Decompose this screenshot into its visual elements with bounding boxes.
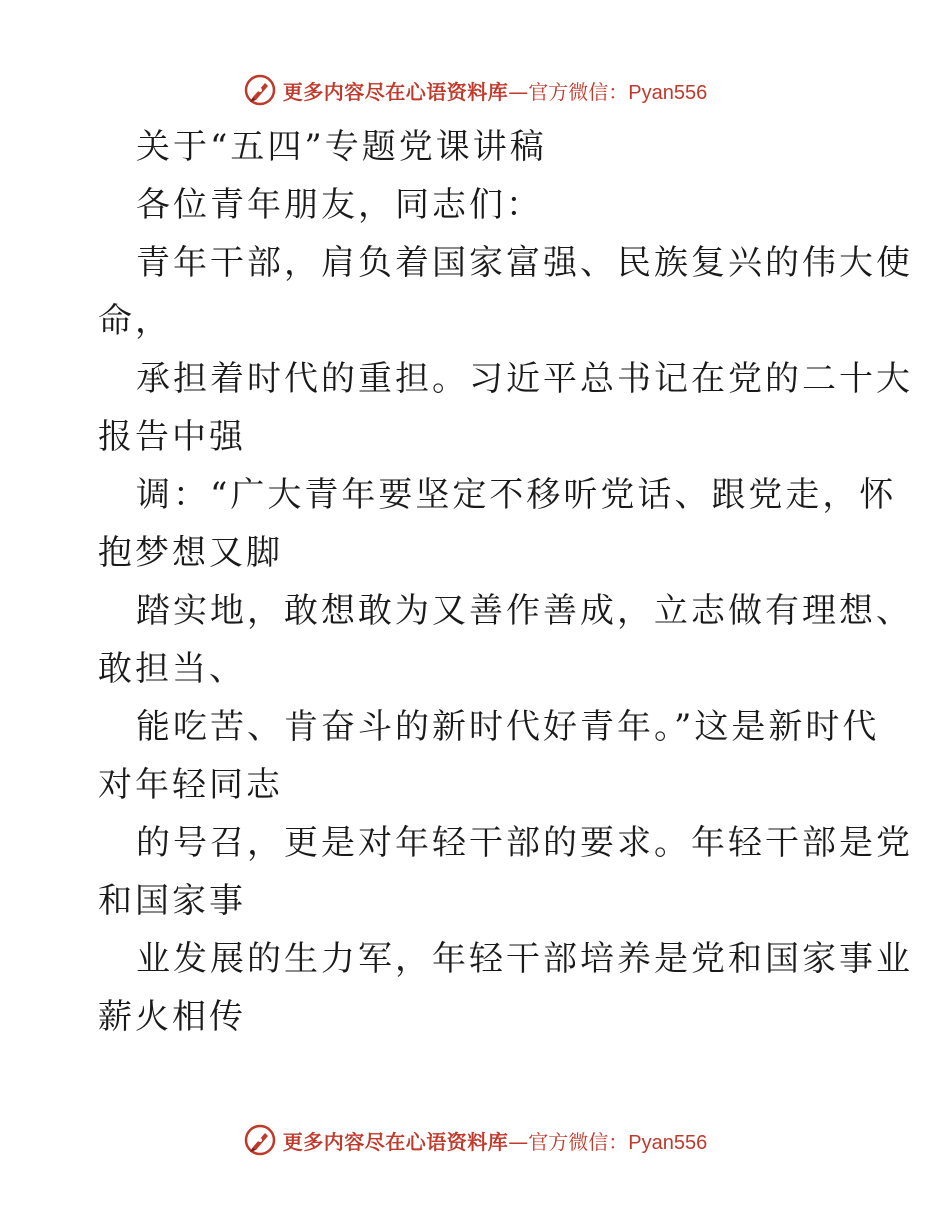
banner-wechat-label: 官方微信： xyxy=(528,1129,629,1154)
paragraph-line: 报告中强 xyxy=(98,417,246,457)
paragraph-line: 能吃苦、肯奋斗的新时代好青年。”这是新时代 xyxy=(136,707,880,747)
paragraph-line: 青年干部，肩负着国家富强、民族复兴的伟大使 xyxy=(136,243,913,283)
paragraph-line: 业发展的生力军，年轻干部培养是党和国家事业 xyxy=(136,939,913,979)
banner-wechat-label: 官方微信： xyxy=(528,79,629,104)
paragraph-line: 对年轻同志 xyxy=(98,765,283,805)
banner-wechat-id: Pyan556 xyxy=(628,81,708,104)
paragraph-line: 命， xyxy=(98,301,172,341)
pen-nib-circle-icon xyxy=(243,1123,277,1157)
paragraph-line: 抱梦想又脚 xyxy=(98,533,283,573)
banner-wechat-id: Pyan556 xyxy=(628,1131,708,1154)
paragraph-line: 的号召，更是对年轻干部的要求。年轻干部是党 xyxy=(136,823,913,863)
paragraph-line: 敢担当、 xyxy=(98,649,246,689)
banner-site-name: 更多内容尽在心语资料库 xyxy=(282,79,509,104)
banner-text xyxy=(283,76,707,105)
footer-watermark-banner xyxy=(0,1120,950,1160)
paragraph-line: 调：“广大青年要坚定不移听党话、跟党走，怀 xyxy=(136,475,897,515)
document-body xyxy=(98,118,913,1046)
banner-text xyxy=(283,1126,707,1155)
banner-separator: — xyxy=(508,1129,529,1154)
paragraph-line: 踏实地，敢想敢为又善作善成，立志做有理想、 xyxy=(136,591,913,631)
paragraph-line: 薪火相传 xyxy=(98,997,246,1037)
banner-separator: — xyxy=(508,79,529,104)
banner-site-name: 更多内容尽在心语资料库 xyxy=(282,1129,509,1154)
header-watermark-banner xyxy=(0,70,950,110)
paragraph-line: 和国家事 xyxy=(98,881,246,921)
pen-nib-circle-icon xyxy=(243,73,277,107)
salutation: 各位青年朋友，同志们： xyxy=(136,185,543,225)
paragraph-line: 承担着时代的重担。习近平总书记在党的二十大 xyxy=(136,359,913,399)
document-title: 关于“五四”专题党课讲稿 xyxy=(136,127,547,167)
